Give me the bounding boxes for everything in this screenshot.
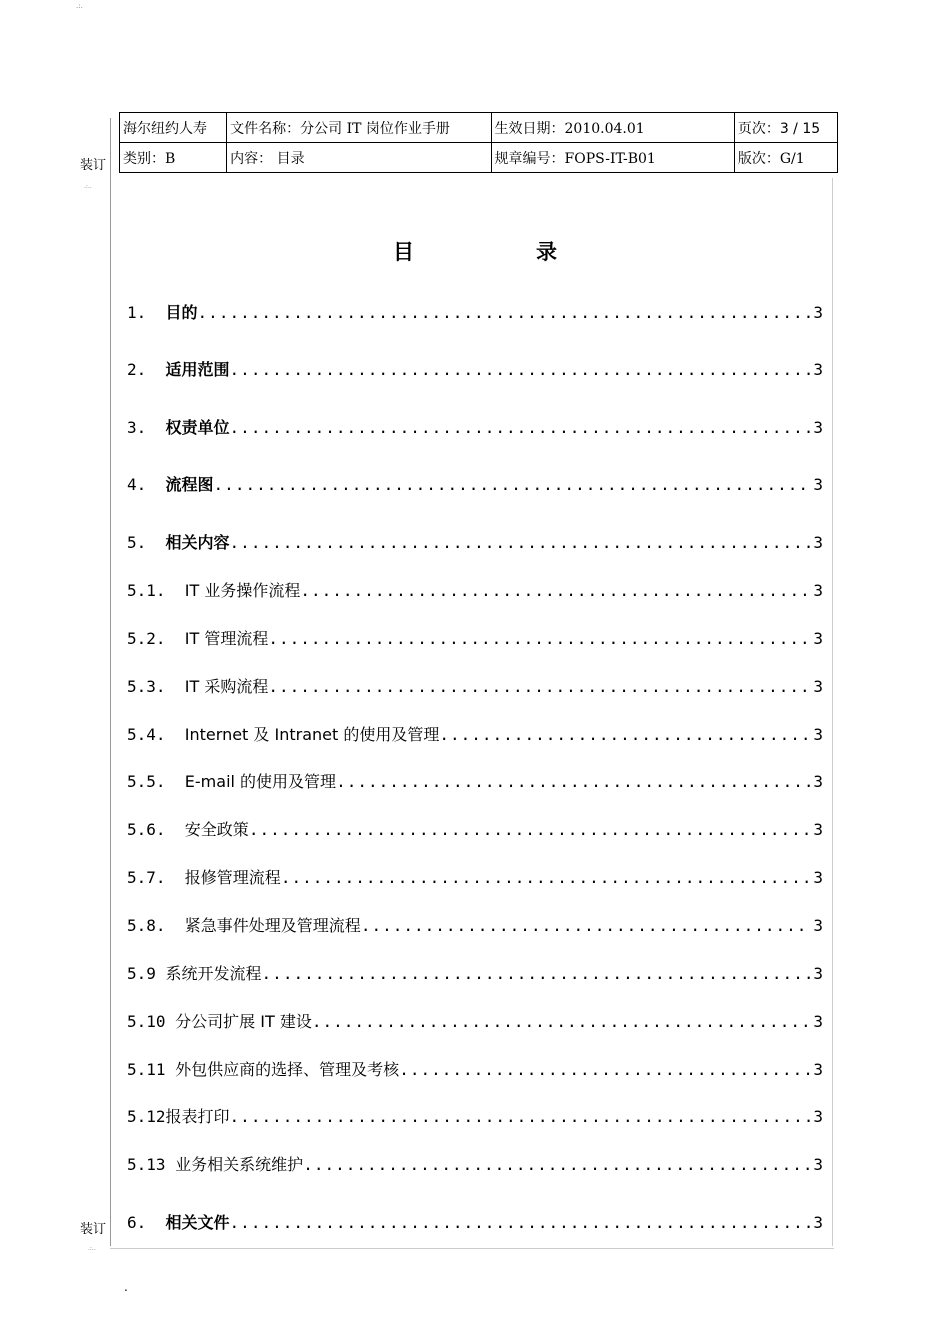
toc-entry-label: 目的 <box>165 303 198 322</box>
toc-entry-number: 5.13 <box>127 1155 176 1174</box>
toc-entry[interactable] <box>127 472 823 496</box>
toc-leader-dots <box>268 677 811 696</box>
toc-entry-number: 4. <box>127 475 166 494</box>
title-left: 目 <box>393 240 414 264</box>
toc-entry-label: IT 采购流程 <box>184 677 269 696</box>
toc-entry[interactable] <box>127 626 823 650</box>
toc-leader-dots <box>336 772 811 791</box>
document-header-table <box>119 112 838 173</box>
page-border-right <box>832 178 833 1246</box>
toc-leader-dots <box>312 1012 812 1031</box>
toc-leader-dots <box>399 1060 811 1079</box>
toc-entry-page: 3 <box>813 916 823 935</box>
toc-entry-page: 3 <box>813 868 823 887</box>
toc-entry[interactable] <box>127 1210 823 1234</box>
toc-entry-number: 5. <box>127 533 166 552</box>
toc-leader-dots <box>230 1213 812 1232</box>
content-cell <box>227 143 491 173</box>
toc-entry[interactable] <box>127 865 823 889</box>
toc-entry-label: IT 业务操作流程 <box>184 581 301 600</box>
toc-entry[interactable] <box>127 357 823 381</box>
toc-leader-dots <box>303 1155 811 1174</box>
toc-entry[interactable] <box>127 1009 823 1033</box>
toc-entry[interactable] <box>127 674 823 698</box>
toc-entry[interactable] <box>127 530 823 554</box>
toc-leader-dots <box>214 475 812 494</box>
toc-leader-dots <box>281 868 812 887</box>
content-value: 目录 <box>276 150 305 167</box>
binding-mark-top: .:.. <box>84 183 92 190</box>
company-cell: 海尔纽约人寿 <box>120 113 227 143</box>
page-value: 3 / 15 <box>779 120 821 137</box>
toc-entry-page: 3 <box>813 1060 823 1079</box>
toc-leader-dots <box>300 581 811 600</box>
toc-entry-number: 5.9 <box>127 964 166 983</box>
toc-entry[interactable] <box>127 1104 823 1128</box>
toc-entry-label: 业务相关系统维护 <box>175 1155 304 1174</box>
toc-entry-page: 3 <box>813 581 823 600</box>
toc-entry[interactable] <box>127 817 823 841</box>
toc-entry-number: 5.2. <box>127 629 185 648</box>
toc-entry-page: 3 <box>813 1155 823 1174</box>
toc-entry[interactable] <box>127 722 823 746</box>
page-border-bottom <box>110 1248 834 1249</box>
toc-leader-dots <box>230 533 812 552</box>
toc-entry-number: 5.3. <box>127 677 185 696</box>
toc-entry-page: 3 <box>813 820 823 839</box>
toc-entry-number: 5.12 <box>127 1107 166 1126</box>
page-title <box>0 236 950 266</box>
toc-leader-dots <box>230 418 812 437</box>
toc-entry-label: E-mail 的使用及管理 <box>184 772 337 791</box>
toc-entry-label: 流程图 <box>165 475 214 494</box>
toc-entry-number: 5.4. <box>127 725 185 744</box>
toc-entry-label: 外包供应商的选择、管理及考核 <box>175 1060 400 1079</box>
toc-leader-dots <box>230 1107 812 1126</box>
toc-entry-label: 系统开发流程 <box>165 964 262 983</box>
toc-entry-page: 3 <box>813 360 823 379</box>
toc-entry-number: 6. <box>127 1213 166 1232</box>
toc-entry-label: Internet 及 Intranet 的使用及管理 <box>184 725 440 744</box>
file-name-cell: 文件名称：分公司 IT 岗位作业手册 <box>227 113 491 143</box>
toc-entry-label: 权责单位 <box>165 418 230 437</box>
toc-entry[interactable] <box>127 300 823 324</box>
toc-entry-number: 5.8. <box>127 916 185 935</box>
toc-entry-page: 3 <box>813 964 823 983</box>
toc-entry-page: 3 <box>813 772 823 791</box>
toc-entry[interactable] <box>127 415 823 439</box>
toc-entry-label: 分公司扩展 IT 建设 <box>175 1012 312 1031</box>
toc-entry-label: 报修管理流程 <box>184 868 281 887</box>
version-cell: 版次：G/1 <box>734 143 837 173</box>
category-cell: 类别：B <box>120 143 227 173</box>
toc-entry-label: 相关文件 <box>165 1213 230 1232</box>
binding-line <box>110 118 111 1246</box>
toc-entry-page: 3 <box>813 1107 823 1126</box>
page-number-cell <box>734 113 837 143</box>
toc-entry-number: 1. <box>127 303 166 322</box>
toc-entry-label: IT 管理流程 <box>184 629 269 648</box>
toc-entry-number: 5.1. <box>127 581 185 600</box>
footer-mark: . <box>124 1280 128 1294</box>
toc-entry-label: 安全政策 <box>184 820 249 839</box>
toc-entry-number: 5.11 <box>127 1060 176 1079</box>
content-label: 内容： <box>230 150 273 167</box>
toc-leader-dots <box>230 360 812 379</box>
toc-leader-dots <box>262 964 812 983</box>
toc-entry[interactable] <box>127 1152 823 1176</box>
toc-entry-page: 3 <box>813 629 823 648</box>
toc-leader-dots <box>439 725 811 744</box>
binding-mark-bottom: .:.. <box>88 1245 96 1252</box>
toc-entry-page: 3 <box>813 418 823 437</box>
rule-number-cell: 规章编号：FOPS-IT-B01 <box>491 143 734 173</box>
page-label: 页次： <box>737 120 780 137</box>
toc-entry-number: 5.10 <box>127 1012 176 1031</box>
toc-entry[interactable] <box>127 913 823 937</box>
toc-entry-page: 3 <box>813 303 823 322</box>
toc-entry-number: 5.7. <box>127 868 185 887</box>
title-right: 录 <box>536 240 557 264</box>
binding-label-top: 装订 <box>80 158 107 173</box>
effective-date-cell: 生效日期：2010.04.01 <box>491 113 734 143</box>
toc-entry[interactable] <box>127 1057 823 1081</box>
toc-entry-number: 3. <box>127 418 166 437</box>
toc-leader-dots <box>361 916 812 935</box>
toc-entry[interactable] <box>127 961 823 985</box>
toc-entry-page: 3 <box>813 677 823 696</box>
toc-entry-label: 紧急事件处理及管理流程 <box>184 916 361 935</box>
toc-entry-page: 3 <box>813 533 823 552</box>
toc-entry-page: 3 <box>813 1012 823 1031</box>
toc-leader-dots <box>249 820 812 839</box>
toc-entry[interactable] <box>127 578 823 602</box>
toc-entry-label: 适用范围 <box>165 360 230 379</box>
toc-entry-page: 3 <box>813 725 823 744</box>
toc-leader-dots <box>198 303 812 322</box>
toc-leader-dots <box>268 629 811 648</box>
corner-mark: .:. <box>76 2 83 10</box>
toc-entry-page: 3 <box>813 1213 823 1232</box>
toc-entry-number: 5.5. <box>127 772 185 791</box>
toc-entry[interactable] <box>127 769 823 793</box>
toc-entry-label: 相关内容 <box>165 533 230 552</box>
toc-entry-number: 2. <box>127 360 166 379</box>
toc-entry-label: 报表打印 <box>165 1107 230 1126</box>
toc-entry-number: 5.6. <box>127 820 185 839</box>
toc-entry-page: 3 <box>813 475 823 494</box>
binding-label-bottom: 装订 <box>80 1222 107 1237</box>
